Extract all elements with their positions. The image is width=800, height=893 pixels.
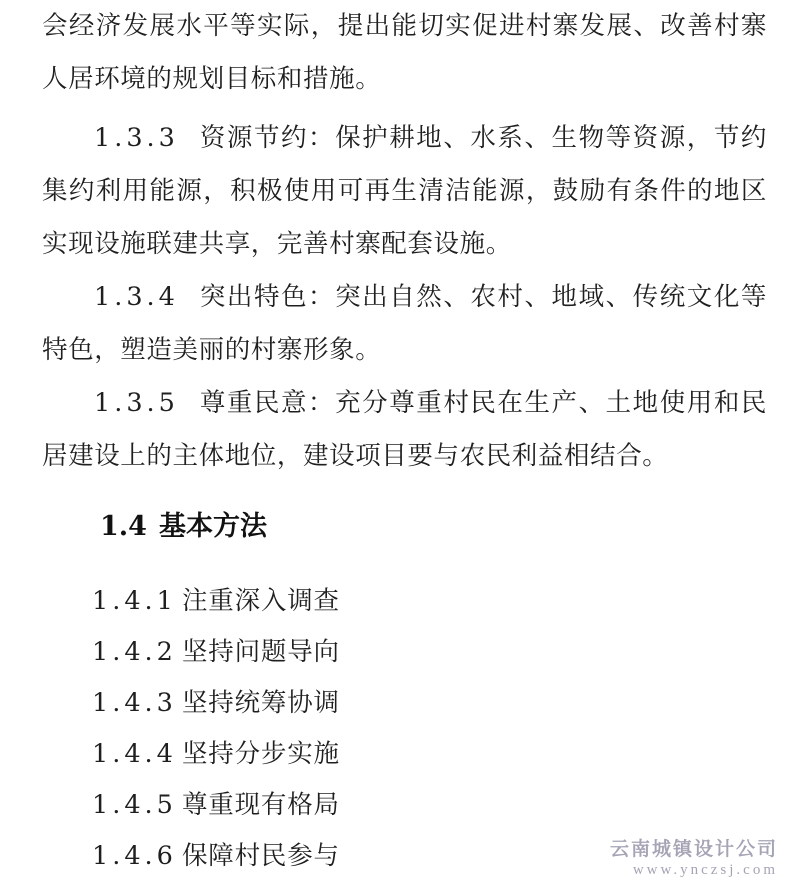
section-title: 基本方法 [158,511,267,542]
method-number: 1.4.5 [92,790,177,820]
principle-number: 1.3.3 [94,123,179,153]
continuation-text: 会经济发展水平等实际，提出能切实促进村寨发展、改善村寨人居环境的规划目标和措施。 [42,11,767,94]
method-item-1-4-1 [92,576,340,627]
method-item-1-4-3 [92,678,340,729]
watermark-name: 云南城镇设计公司 [609,839,778,860]
method-item-1-4-2 [92,627,340,678]
method-text: 坚持统筹协调 [182,688,340,718]
method-number: 1.4.1 [92,586,177,616]
method-number: 1.4.2 [92,637,177,667]
principle-number: 1.3.4 [94,282,179,312]
method-list [92,576,340,882]
method-item-1-4-6 [92,831,340,882]
method-number: 1.4.6 [92,841,177,871]
continuation-paragraph [42,0,767,106]
method-item-1-4-4 [92,729,340,780]
principle-paragraph-1-3-4 [42,271,767,377]
method-text: 坚持问题导向 [182,637,340,667]
principle-paragraph-1-3-3 [42,112,767,271]
method-item-1-4-5 [92,780,340,831]
section-number: 1.4 [100,511,147,542]
principle-number: 1.3.5 [94,388,179,418]
method-number: 1.4.3 [92,688,177,718]
method-text: 保障村民参与 [182,841,340,871]
principle-text: 突出特色：突出自然、农村、地域、传统文化等特色，塑造美丽的村寨形象。 [42,282,767,365]
method-text: 坚持分步实施 [182,739,340,769]
method-number: 1.4.4 [92,739,177,769]
section-heading [100,502,267,552]
principle-paragraph-1-3-5 [42,377,767,483]
method-text: 注重深入调查 [182,586,340,616]
watermark-url: www.ynczsj.com [632,862,778,878]
method-text: 尊重现有格局 [182,790,340,820]
watermark [610,839,778,879]
principle-text: 资源节约：保护耕地、水系、生物等资源，节约集约利用能源，积极使用可再生清洁能源，鼓励有条件的地区实现设施联建共享，完善村寨配套设施。 [42,123,767,259]
principle-text: 尊重民意：充分尊重村民在生产、土地使用和民居建设上的主体地位，建设项目要与农民利益相结合。 [42,388,767,471]
